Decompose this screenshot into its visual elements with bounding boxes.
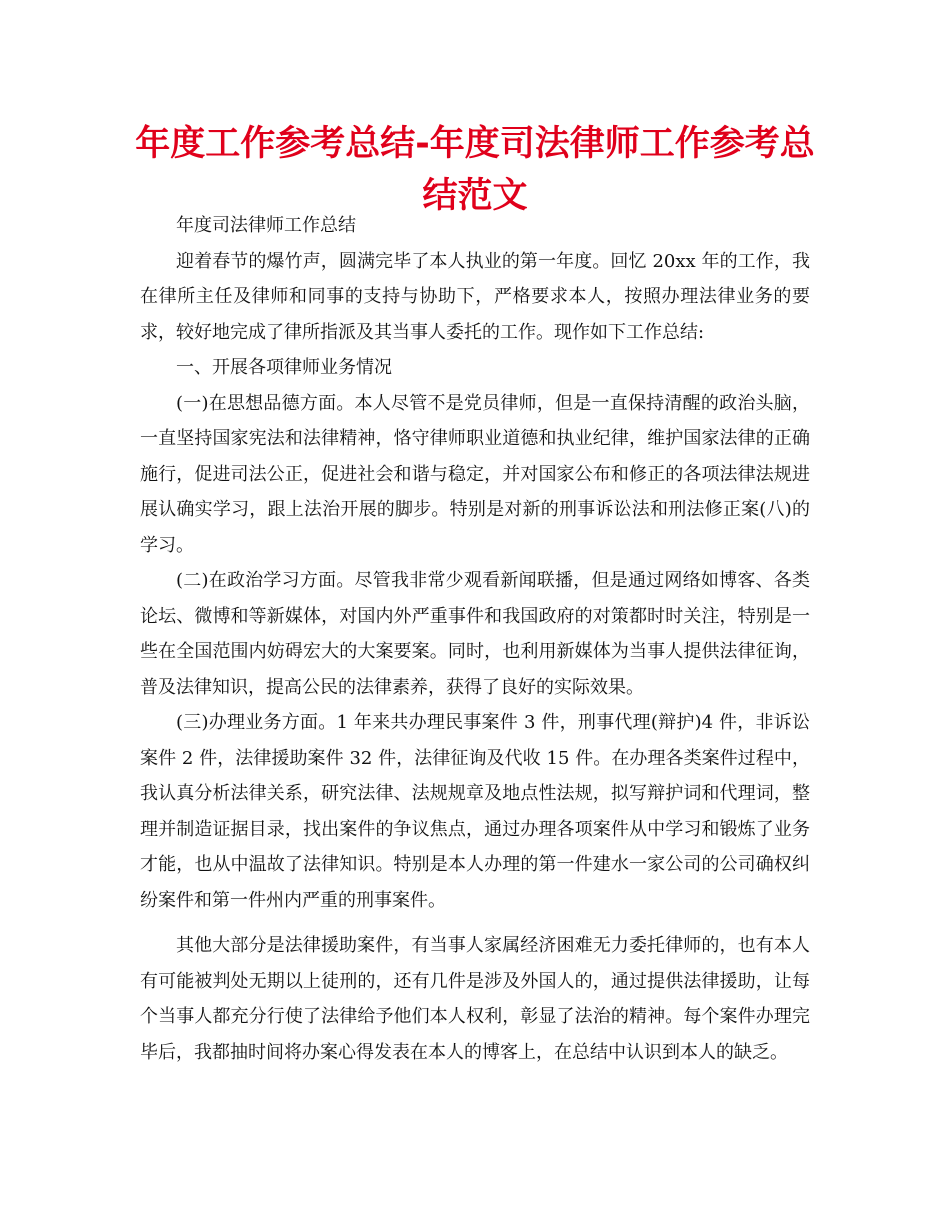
paragraph-business: (三)办理业务方面。1 年来共办理民事案件 3 件，刑事代理(辩护)4 件，非诉讼案件 2 件，法律援助案件 32 件，法律征询及代收 15 件。在办理各类案件过程中，我认真分析法律关系，研究法律、法规规章及地点性法规，拟写辩护词和代理词，整理并制造证据目录，找出案件的争议焦点，通过办理各项案件从中学习和锻炼了业务才能，也从中温故了法律知识。特别是本人办理的第一件建水一家公司的公司确权纠纷案件和第一件州内严重的刑事案件。 [140,712,810,911]
section-heading: 一、开展各项律师业务情况 [176,357,392,378]
paragraph-ideology: (一)在思想品德方面。本人尽管不是党员律师，但是一直保持清醒的政治头脑，一直坚持国家宪法和法律精神，恪守律师职业道德和执业纪律，维护国家法律的正确施行，促进司法公正，促进社会和谐与稳定，并对国家公布和修正的各项法律法规进展认确实学习，跟上法治开展的脚步。特别是对新的刑事诉讼法和刑法修正案(八)的学习。 [140,392,810,556]
paragraph-politics: (二)在政治学习方面。尽管我非常少观看新闻联播，但是通过网络如博客、各类论坛、微博和等新媒体，对国内外严重事件和我国政府的对策都时时关注，特别是一些在全国范围内妨碍宏大的大案要案。同时，也利用新媒体为当事人提供法律征询，普及法律知识，提高公民的法律素养，获得了良好的实际效果。 [140,570,810,698]
intro-paragraph: 迎着春节的爆竹声，圆满完毕了本人执业的第一年度。回忆 20xx 年的工作，我在律所主任及律师和同事的支持与协助下，严格要求本人，按照办理法律业务的要求，较好地完成了律所指派及其当事人委托的工作。现作如下工作总结: [140,250,810,343]
paragraph-legal-aid: 其他大部分是法律援助案件，有当事人家属经济困难无力委托律师的，也有本人有可能被判处无期以上徒刑的，还有几件是涉及外国人的，通过提供法律援助，让每个当事人都充分行使了法律给予他们本人权利，彰显了法治的精神。每个案件办理完毕后，我都抽时间将办案心得发表在本人的博客上，在总结中认识到本人的缺乏。 [140,935,810,1063]
document-body [140,208,810,1070]
document-title: 年度工作参考总结-年度司法律师工作参考总结范文 [135,124,815,216]
section-heading: 年度司法律师工作总结 [176,215,356,236]
